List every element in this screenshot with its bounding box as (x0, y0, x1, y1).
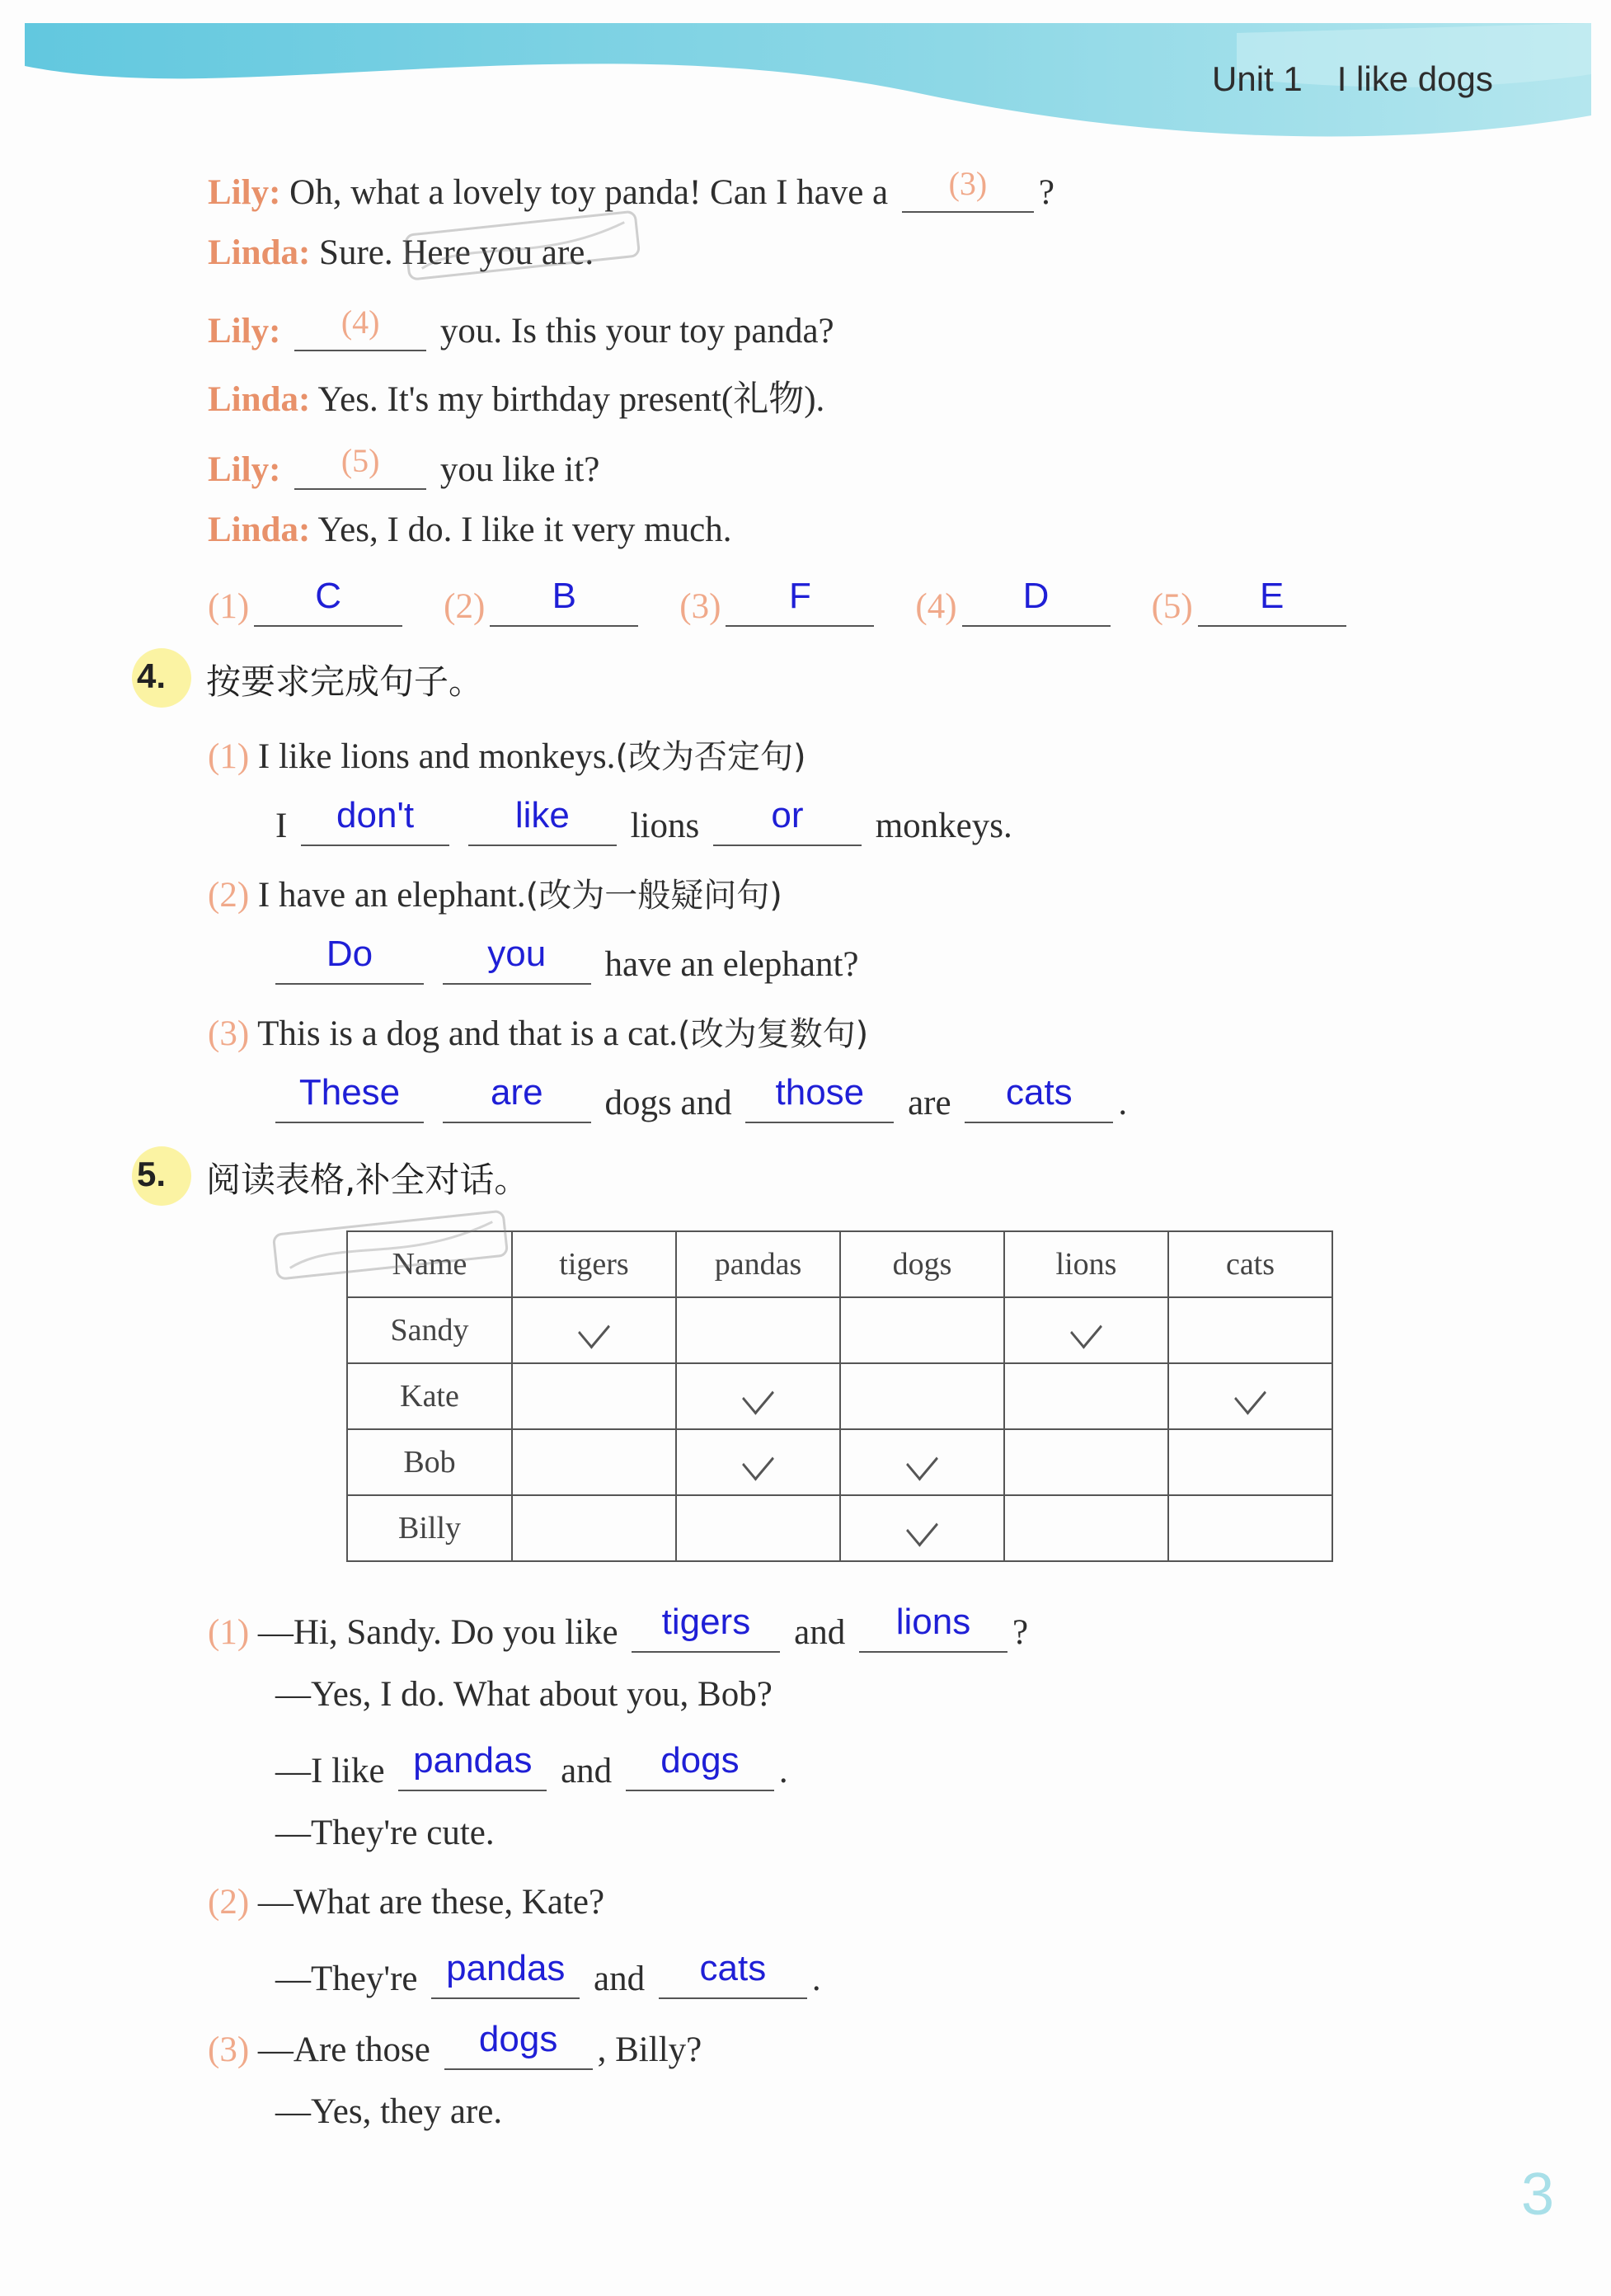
answer-blank (965, 1074, 1113, 1123)
table-name-cell: Sandy (347, 1297, 512, 1363)
answer-blank (443, 1074, 591, 1123)
q5-d1-line-1 (208, 1603, 1028, 1653)
answer-blank (745, 1074, 894, 1123)
word: . (1118, 1084, 1128, 1122)
answer-blank (1198, 577, 1346, 627)
question-5-title: 阅读表格,补全对话。 (206, 1160, 529, 1200)
table-header-cell: dogs (840, 1231, 1004, 1297)
line-text: ? (1012, 1613, 1029, 1652)
answer-blank (659, 1950, 807, 1999)
line-text: —What are these, Kate? (257, 1883, 605, 1922)
word: dogs and (604, 1084, 732, 1122)
check-mark-icon (742, 1376, 774, 1414)
speaker-label: Lily: (208, 450, 281, 489)
speaker-label: Linda: (208, 510, 311, 549)
preference-table (346, 1230, 1333, 1562)
q5-d2-line-1 (208, 1882, 604, 1922)
unit-header (1212, 59, 1493, 99)
line-text: you like it? (439, 450, 600, 489)
item-instruction: (改为复数句) (678, 1015, 869, 1053)
line-end: ? (1038, 173, 1054, 212)
blank-4 (294, 302, 426, 351)
q5-d1-line-4: —They're cute. (275, 1814, 495, 1852)
table-cell (676, 1297, 840, 1363)
answer-text: B (552, 576, 576, 616)
answer-number: (3) (679, 587, 721, 626)
line-text: Oh, what a lovely toy panda! Can I have a (289, 173, 889, 212)
q5-d1-line-2: —Yes, I do. What about you, Bob? (275, 1675, 773, 1714)
line-text: —I like (275, 1752, 385, 1790)
table-header-cell: Name (347, 1231, 512, 1297)
answer-blank (275, 935, 424, 985)
table-cell (512, 1495, 676, 1561)
answer-number: (1) (208, 587, 250, 626)
answer-text: tigers (661, 1602, 751, 1642)
table-cell (1168, 1297, 1332, 1363)
q5-d3-line-2: —Yes, they are. (275, 2092, 503, 2131)
answer-blank (962, 577, 1111, 627)
answer-text: C (315, 576, 342, 616)
question-number: 5. (137, 1155, 167, 1193)
table-cell (840, 1363, 1004, 1429)
dialogue-line-6 (208, 510, 731, 550)
question-number-badge (132, 1146, 191, 1206)
answer-text: don't (336, 795, 415, 835)
blank-number: (5) (341, 442, 380, 479)
answer-blank (859, 1603, 1007, 1653)
blank-number: (3) (948, 165, 988, 202)
table-row (347, 1363, 1332, 1429)
item-number: (2) (208, 1883, 250, 1922)
line-text: —They're (275, 1960, 418, 1998)
answer-number: (2) (444, 587, 486, 626)
q5-d2-line-2 (275, 1950, 821, 1999)
check-mark-icon (906, 1508, 938, 1546)
q4-item-2-prompt (208, 869, 782, 916)
table-cell (512, 1429, 676, 1495)
table-row (347, 1495, 1332, 1561)
answer-blank (398, 1742, 547, 1791)
check-mark-icon (742, 1442, 774, 1480)
table-row (347, 1429, 1332, 1495)
check-mark-icon (1234, 1376, 1266, 1414)
line-text: , Billy? (597, 2030, 702, 2069)
answer-blank (626, 1742, 774, 1791)
dialogue-line-4 (208, 371, 824, 421)
table-name-cell: Bob (347, 1429, 512, 1495)
question-number: 4. (137, 656, 167, 695)
answer-number: (5) (1151, 587, 1193, 626)
speaker-label: Linda: (208, 380, 311, 419)
answer-blank (468, 797, 617, 846)
table-header-cell: lions (1004, 1231, 1168, 1297)
answer-text: dogs (660, 1740, 740, 1781)
dialogue-line-3 (208, 302, 834, 351)
q4-item-2-answer (275, 935, 859, 985)
answer-blank (490, 577, 638, 627)
table-cell (676, 1363, 840, 1429)
item-instruction: (改为否定句) (615, 738, 806, 776)
item-number: (2) (208, 876, 250, 915)
page-header (0, 0, 1611, 148)
line-text: —Hi, Sandy. Do you like (257, 1613, 618, 1652)
answer-text: lions (895, 1602, 971, 1642)
item-prompt: I have an elephant. (257, 876, 526, 915)
table-cell (1004, 1363, 1168, 1429)
check-mark-icon (578, 1310, 610, 1348)
watermark-graphic (402, 204, 654, 287)
item-number: (3) (208, 1014, 250, 1053)
item-number: (1) (208, 1613, 250, 1652)
answer-text: These (298, 1072, 401, 1113)
answer-text: you (487, 934, 547, 974)
table-cell (840, 1297, 1004, 1363)
item-instruction: (改为一般疑问句) (525, 877, 782, 915)
blank-3 (902, 163, 1034, 213)
answer-blank (431, 1950, 580, 1999)
page-number: 3 (1521, 2162, 1555, 2228)
answer-text: cats (699, 1948, 767, 1988)
table-cell (1168, 1363, 1332, 1429)
check-mark-icon (906, 1442, 938, 1480)
answer-text: those (775, 1072, 865, 1113)
answer-blank (254, 577, 402, 627)
line-text: Sure. Here you are. (319, 233, 594, 272)
word: I (275, 807, 288, 845)
speaker-label: Lily: (208, 173, 281, 212)
unit-label: Unit 1 (1212, 59, 1303, 98)
answer-text: like (514, 795, 570, 835)
table-cell (840, 1429, 1004, 1495)
answer-text: D (1022, 576, 1050, 616)
watermark-logo (402, 204, 655, 295)
q5-d1-line-3 (275, 1742, 788, 1791)
q4-item-1-prompt (208, 731, 806, 778)
table-header-cell: pandas (676, 1231, 840, 1297)
answer-row (208, 577, 1351, 627)
answer-text: cats (1005, 1072, 1073, 1113)
blank-5 (294, 440, 426, 490)
answer-text: pandas (446, 1948, 566, 1988)
answer-blank (632, 1603, 780, 1653)
table-header-cell: tigers (512, 1231, 676, 1297)
answer-text: dogs (478, 2019, 558, 2059)
table-cell (676, 1429, 840, 1495)
speaker-label: Lily: (208, 312, 281, 351)
answer-blank (726, 577, 874, 627)
table-cell (1168, 1429, 1332, 1495)
line-text: and (794, 1613, 846, 1652)
table-cell (676, 1495, 840, 1561)
answer-text: are (490, 1072, 543, 1113)
answer-blank (301, 797, 449, 846)
line-text: you. Is this your toy panda? (439, 312, 834, 351)
table-header-cell: cats (1168, 1231, 1332, 1297)
line-text: . (811, 1960, 821, 1998)
table-cell (512, 1363, 676, 1429)
answer-blank (443, 935, 591, 985)
line-text: Yes. It's my birthday present(礼物). (317, 380, 825, 419)
table-row (347, 1297, 1332, 1363)
answer-text: F (788, 576, 811, 616)
word: are (908, 1084, 951, 1122)
speaker-label: Linda: (208, 233, 311, 272)
answer-blank (275, 1074, 424, 1123)
q4-item-3-answer (275, 1074, 1127, 1123)
blank-number: (4) (341, 303, 380, 341)
q5-d3-line-1 (208, 2021, 702, 2070)
check-mark-icon (1070, 1310, 1102, 1348)
unit-title: I like dogs (1336, 59, 1493, 98)
line-text: and (594, 1960, 646, 1998)
table-name-cell: Billy (347, 1495, 512, 1561)
line-text: and (561, 1752, 613, 1790)
line-text: —Are those (257, 2030, 430, 2069)
dialogue-line-5 (208, 440, 599, 490)
answer-number: (4) (915, 587, 957, 626)
answer-text: or (771, 795, 804, 835)
table-cell (1004, 1429, 1168, 1495)
line-text: . (778, 1752, 788, 1790)
table-cell (1004, 1297, 1168, 1363)
word: lions (630, 807, 700, 845)
table-cell (512, 1297, 676, 1363)
answer-text: E (1260, 576, 1285, 616)
line-text: Yes, I do. I like it very much. (317, 510, 732, 549)
item-prompt: This is a dog and that is a cat. (257, 1014, 679, 1053)
question-4-title: 按要求完成句子。 (206, 661, 484, 702)
table-cell (1004, 1495, 1168, 1561)
item-number: (1) (208, 737, 250, 776)
answer-blank (444, 2021, 593, 2070)
answer-blank (713, 797, 862, 846)
table-cell (840, 1495, 1004, 1561)
answer-text: pandas (413, 1740, 533, 1781)
item-number: (3) (208, 2030, 250, 2069)
item-prompt: I like lions and monkeys. (257, 737, 616, 776)
table-cell (1168, 1495, 1332, 1561)
table-name-cell: Kate (347, 1363, 512, 1429)
word: monkeys. (875, 807, 1012, 845)
q4-item-1-answer (275, 797, 1012, 846)
word: have an elephant? (604, 945, 859, 984)
q4-item-3-prompt (208, 1008, 868, 1055)
question-number-badge (132, 648, 191, 708)
answer-text: Do (326, 934, 373, 974)
